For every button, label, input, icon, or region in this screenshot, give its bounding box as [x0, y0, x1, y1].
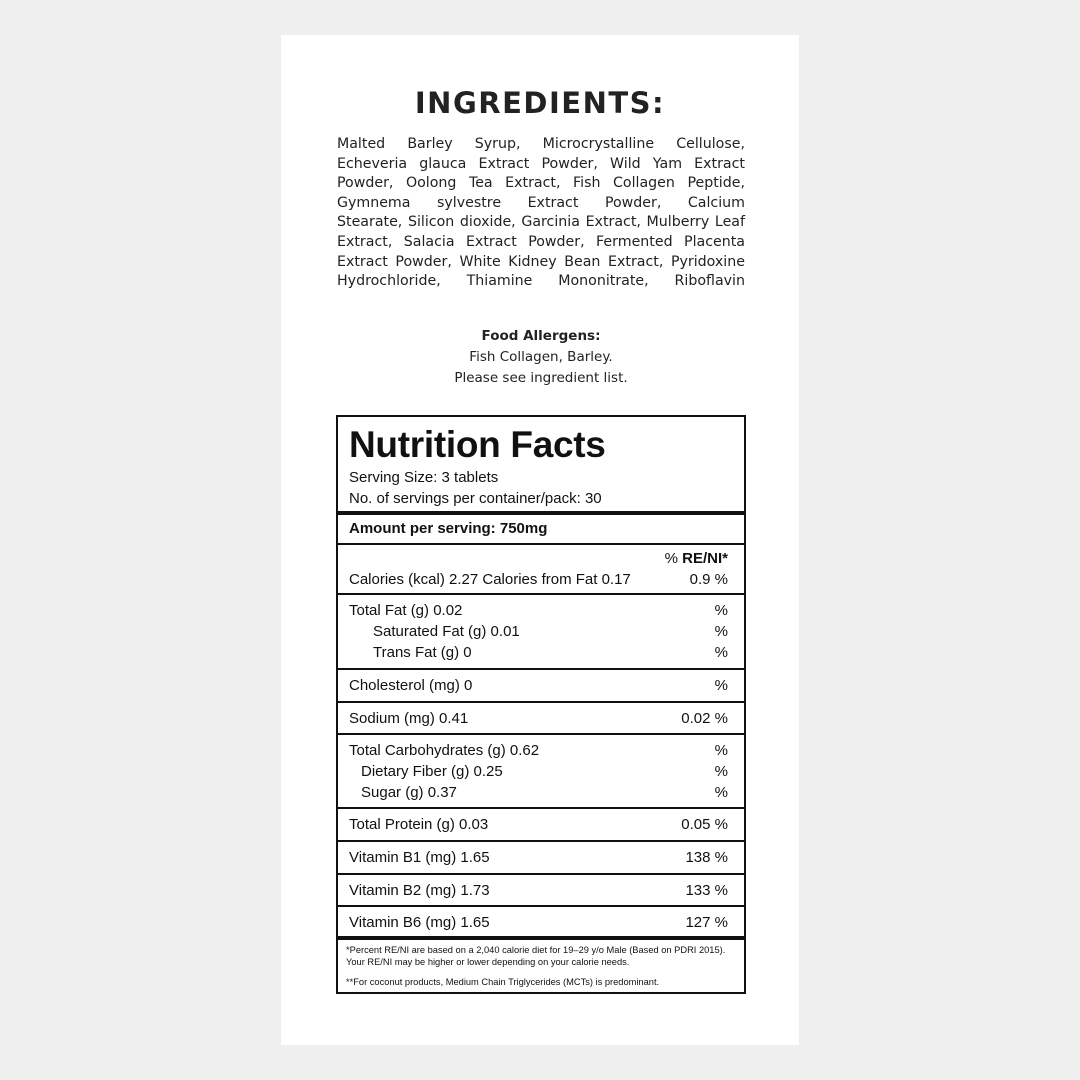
footnotes [338, 940, 744, 992]
ingredient-word: Peptide, [687, 175, 745, 192]
ingredient-word: Hydrochloride, [337, 273, 441, 290]
ingredient-word: Mulberry [646, 214, 710, 231]
nutrient-pct: % [714, 763, 728, 780]
ingredient-word: Pyridoxine [670, 253, 745, 270]
nutrient-label: Sugar (g) 0.37 [361, 784, 457, 801]
nutrient-pct: 0.05 % [681, 816, 728, 833]
nutrient-label: Total Carbohydrates (g) 0.62 [349, 742, 540, 759]
ingredient-word: Extract, [505, 175, 561, 192]
nutrient-label: Total Fat (g) 0.02 [349, 602, 463, 619]
ingredient-word: Powder, [337, 175, 394, 192]
nutrient-pct: % [714, 677, 728, 694]
ingredient-word: Stearate, [337, 214, 403, 231]
nutrient-pct: % [714, 623, 728, 640]
ingredient-word: Bean [564, 253, 601, 270]
nutrient-row [349, 880, 728, 901]
nutrient-section [338, 703, 744, 735]
servings-per-container [349, 488, 728, 509]
nutrition-title: Nutrition Facts [349, 424, 606, 465]
ingredient-word: Extract, [585, 214, 641, 231]
ingredient-word: Garcinia [521, 214, 580, 231]
ingredients-title: INGREDIENTS: [414, 86, 666, 120]
ingredient-word: Riboflavin [674, 273, 745, 290]
food-allergens [337, 326, 745, 389]
ingredient-word: Echeveria [337, 155, 408, 172]
ingredients-list [337, 135, 745, 292]
nutrient-pct: 0.02 % [681, 710, 728, 727]
nutrient-pct: % [714, 644, 728, 661]
ingredients-line [337, 194, 745, 214]
nutrient-label: Total Protein (g) 0.03 [349, 816, 489, 833]
ingredient-word: Kidney [508, 253, 557, 270]
ingredients-line [337, 155, 745, 175]
ingredient-word: Fermented [596, 233, 673, 250]
nutrient-row [349, 782, 728, 803]
ingredient-word: Extract, [608, 253, 664, 270]
nutrient-section [338, 595, 744, 670]
nutrient-pct: % [714, 784, 728, 801]
ingredient-word: dioxide, [459, 214, 516, 231]
ingredient-word: Placenta [684, 233, 745, 250]
ingredients-line [337, 272, 745, 292]
nutrient-row [349, 912, 728, 933]
serving-size-text: Serving Size: 3 tablets [349, 469, 499, 486]
nutrient-row [349, 675, 728, 696]
nutrient-section [338, 670, 744, 703]
servings-text: No. of servings per container/pack: 30 [349, 490, 602, 507]
nutrient-section [338, 809, 744, 842]
allergens-heading: Food Allergens: [481, 328, 601, 344]
ingredient-word: Extract [478, 155, 530, 172]
ingredient-word: Powder, [528, 233, 585, 250]
calories-section [338, 545, 744, 595]
ingredient-word: sylvestre [436, 194, 502, 211]
ingredient-word: Extract [465, 233, 517, 250]
nutrient-label: Vitamin B1 (mg) 1.65 [349, 849, 490, 866]
footnote-mct: **For coconut products, Medium Chain Triglycerides (MCTs) is predominant. [346, 977, 660, 987]
footnote-rdi-note: Your RE/NI may be higher or lower depending on your calorie needs. [346, 957, 630, 967]
ingredients-line [337, 135, 745, 155]
ingredient-word: Silicon [407, 214, 455, 231]
ingredients-line [337, 253, 745, 273]
nutrient-row [349, 814, 728, 835]
calories-pct: 0.9 % [689, 571, 728, 588]
nutrient-label: Sodium (mg) 0.41 [349, 710, 469, 727]
ingredient-word: White [459, 253, 501, 270]
nutrition-header [338, 417, 744, 515]
footnote-rdi: *Percent RE/NI are based on a 2,040 calorie diet for 19–29 y/o Male (Based on PDRI 2015). [346, 945, 726, 955]
amount-per-serving [338, 515, 744, 545]
ingredient-word: Cellulose, [676, 136, 745, 152]
ingredient-word: Extract [337, 253, 388, 270]
nutrient-row [349, 740, 728, 761]
nutrient-pct: 133 % [685, 882, 728, 899]
serving-size [349, 467, 728, 488]
ingredient-word: Mononitrate, [558, 273, 649, 290]
ingredient-word: Powder, [604, 194, 662, 211]
ingredient-word: Salacia [403, 233, 455, 250]
nutrient-row [349, 600, 728, 621]
allergens-list: Fish Collagen, Barley. [469, 349, 613, 365]
nutrient-label: Vitamin B6 (mg) 1.65 [349, 914, 490, 931]
nutrient-label: Cholesterol (mg) 0 [349, 677, 473, 694]
nutrient-pct: % [714, 742, 728, 759]
nutrient-pct: 138 % [685, 849, 728, 866]
nutrient-label: Trans Fat (g) 0 [373, 644, 472, 661]
ingredient-word: Wild [610, 155, 641, 172]
ingredients-line [337, 233, 745, 253]
nutrient-section [338, 735, 744, 809]
nutrient-section [338, 907, 744, 940]
ingredient-word: Powder, [395, 253, 452, 270]
ingredient-word: Collagen [613, 175, 675, 192]
ingredient-word: Powder, [541, 155, 598, 172]
calories-label: Calories (kcal) 2.27 Calories from Fat 0.17 [349, 571, 631, 588]
ingredient-word: Syrup, [474, 136, 521, 152]
pct-header: % RE/NI* [664, 550, 728, 567]
ingredient-word: Thiamine [466, 273, 533, 290]
nutrient-pct: % [714, 602, 728, 619]
ingredients-line [337, 174, 745, 194]
ingredient-word: Oolong [405, 175, 457, 192]
nutrient-section [338, 875, 744, 907]
ingredients-line [337, 213, 745, 233]
ingredient-word: Calcium [687, 194, 745, 211]
nutrient-row [349, 621, 728, 642]
ingredient-word: Extract [527, 194, 579, 211]
ingredient-word: Malted [337, 136, 386, 152]
nutrient-row [349, 642, 728, 663]
nutrient-row [349, 847, 728, 868]
nutrient-row [349, 708, 728, 729]
nutrient-label: Dietary Fiber (g) 0.25 [361, 763, 503, 780]
ingredient-word: glauca [419, 155, 467, 172]
nutrient-label: Vitamin B2 (mg) 1.73 [349, 882, 490, 899]
ingredient-word: Extract [694, 155, 745, 172]
nutrient-label: Saturated Fat (g) 0.01 [373, 623, 520, 640]
ingredient-word: Microcrystalline [542, 136, 655, 152]
ingredient-word: Leaf [714, 214, 745, 231]
ingredient-word: Yam [652, 155, 683, 172]
ingredient-word: Tea [468, 175, 493, 192]
nutrient-section [338, 842, 744, 875]
nutrient-pct: 127 % [685, 914, 728, 931]
ingredient-word: Extract, [337, 233, 393, 250]
ingredient-word: Gymnema [337, 194, 411, 211]
allergens-note: Please see ingredient list. [454, 370, 628, 386]
amount-text: Amount per serving: 750mg [349, 520, 548, 537]
ingredient-word: Fish [573, 175, 601, 192]
ingredient-word: Barley [407, 136, 453, 152]
nutrition-facts-table [336, 415, 746, 994]
nutrient-row [349, 761, 728, 782]
